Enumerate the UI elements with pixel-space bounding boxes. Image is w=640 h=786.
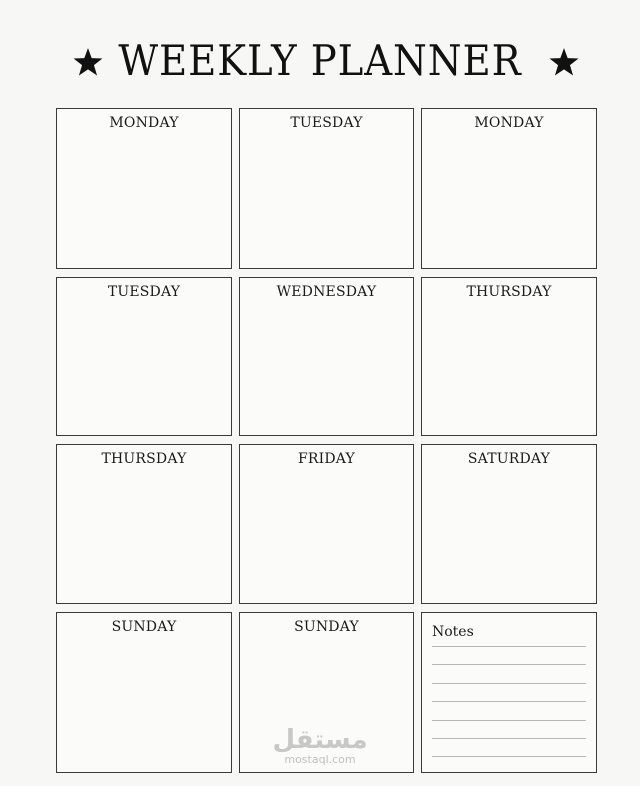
note-line xyxy=(432,738,586,739)
day-box-wednesday[interactable] xyxy=(239,277,414,436)
notes-box[interactable] xyxy=(421,612,597,773)
day-box-tuesday[interactable] xyxy=(239,108,414,269)
day-label: TUESDAY xyxy=(290,115,363,131)
day-label: TUESDAY xyxy=(107,284,181,300)
day-label: SUNDAY xyxy=(294,619,359,635)
note-line xyxy=(432,756,586,757)
note-line xyxy=(432,720,586,721)
note-line xyxy=(432,701,586,702)
notes-label: Notes xyxy=(432,624,474,640)
page-title: WEEKLY PLANNER xyxy=(118,36,522,85)
note-line xyxy=(432,664,586,665)
day-label: MONDAY xyxy=(474,115,544,131)
day-label: FRIDAY xyxy=(298,451,355,467)
watermark xyxy=(270,726,370,772)
day-label: SUNDAY xyxy=(111,619,177,635)
day-label: SATURDAY xyxy=(467,451,551,467)
day-box-monday[interactable] xyxy=(56,108,232,269)
day-box-thursday[interactable] xyxy=(56,444,232,604)
day-box-tuesday[interactable] xyxy=(56,277,232,436)
day-box-monday[interactable] xyxy=(421,108,597,269)
day-label: WEDNESDAY xyxy=(276,284,377,300)
day-label: MONDAY xyxy=(109,115,179,131)
day-label: THURSDAY xyxy=(466,284,552,300)
day-box-sunday[interactable] xyxy=(56,612,232,773)
watermark-url: mostaql.com xyxy=(284,753,356,766)
planner-header xyxy=(0,34,640,90)
note-line xyxy=(432,683,586,684)
day-box-saturday[interactable] xyxy=(421,444,597,604)
day-box-thursday[interactable] xyxy=(421,277,597,436)
day-label: THURSDAY xyxy=(101,451,187,467)
watermark-logo: مستقل xyxy=(272,725,368,755)
day-box-friday[interactable] xyxy=(239,444,414,604)
star-icon xyxy=(547,46,581,80)
note-line xyxy=(432,646,586,647)
